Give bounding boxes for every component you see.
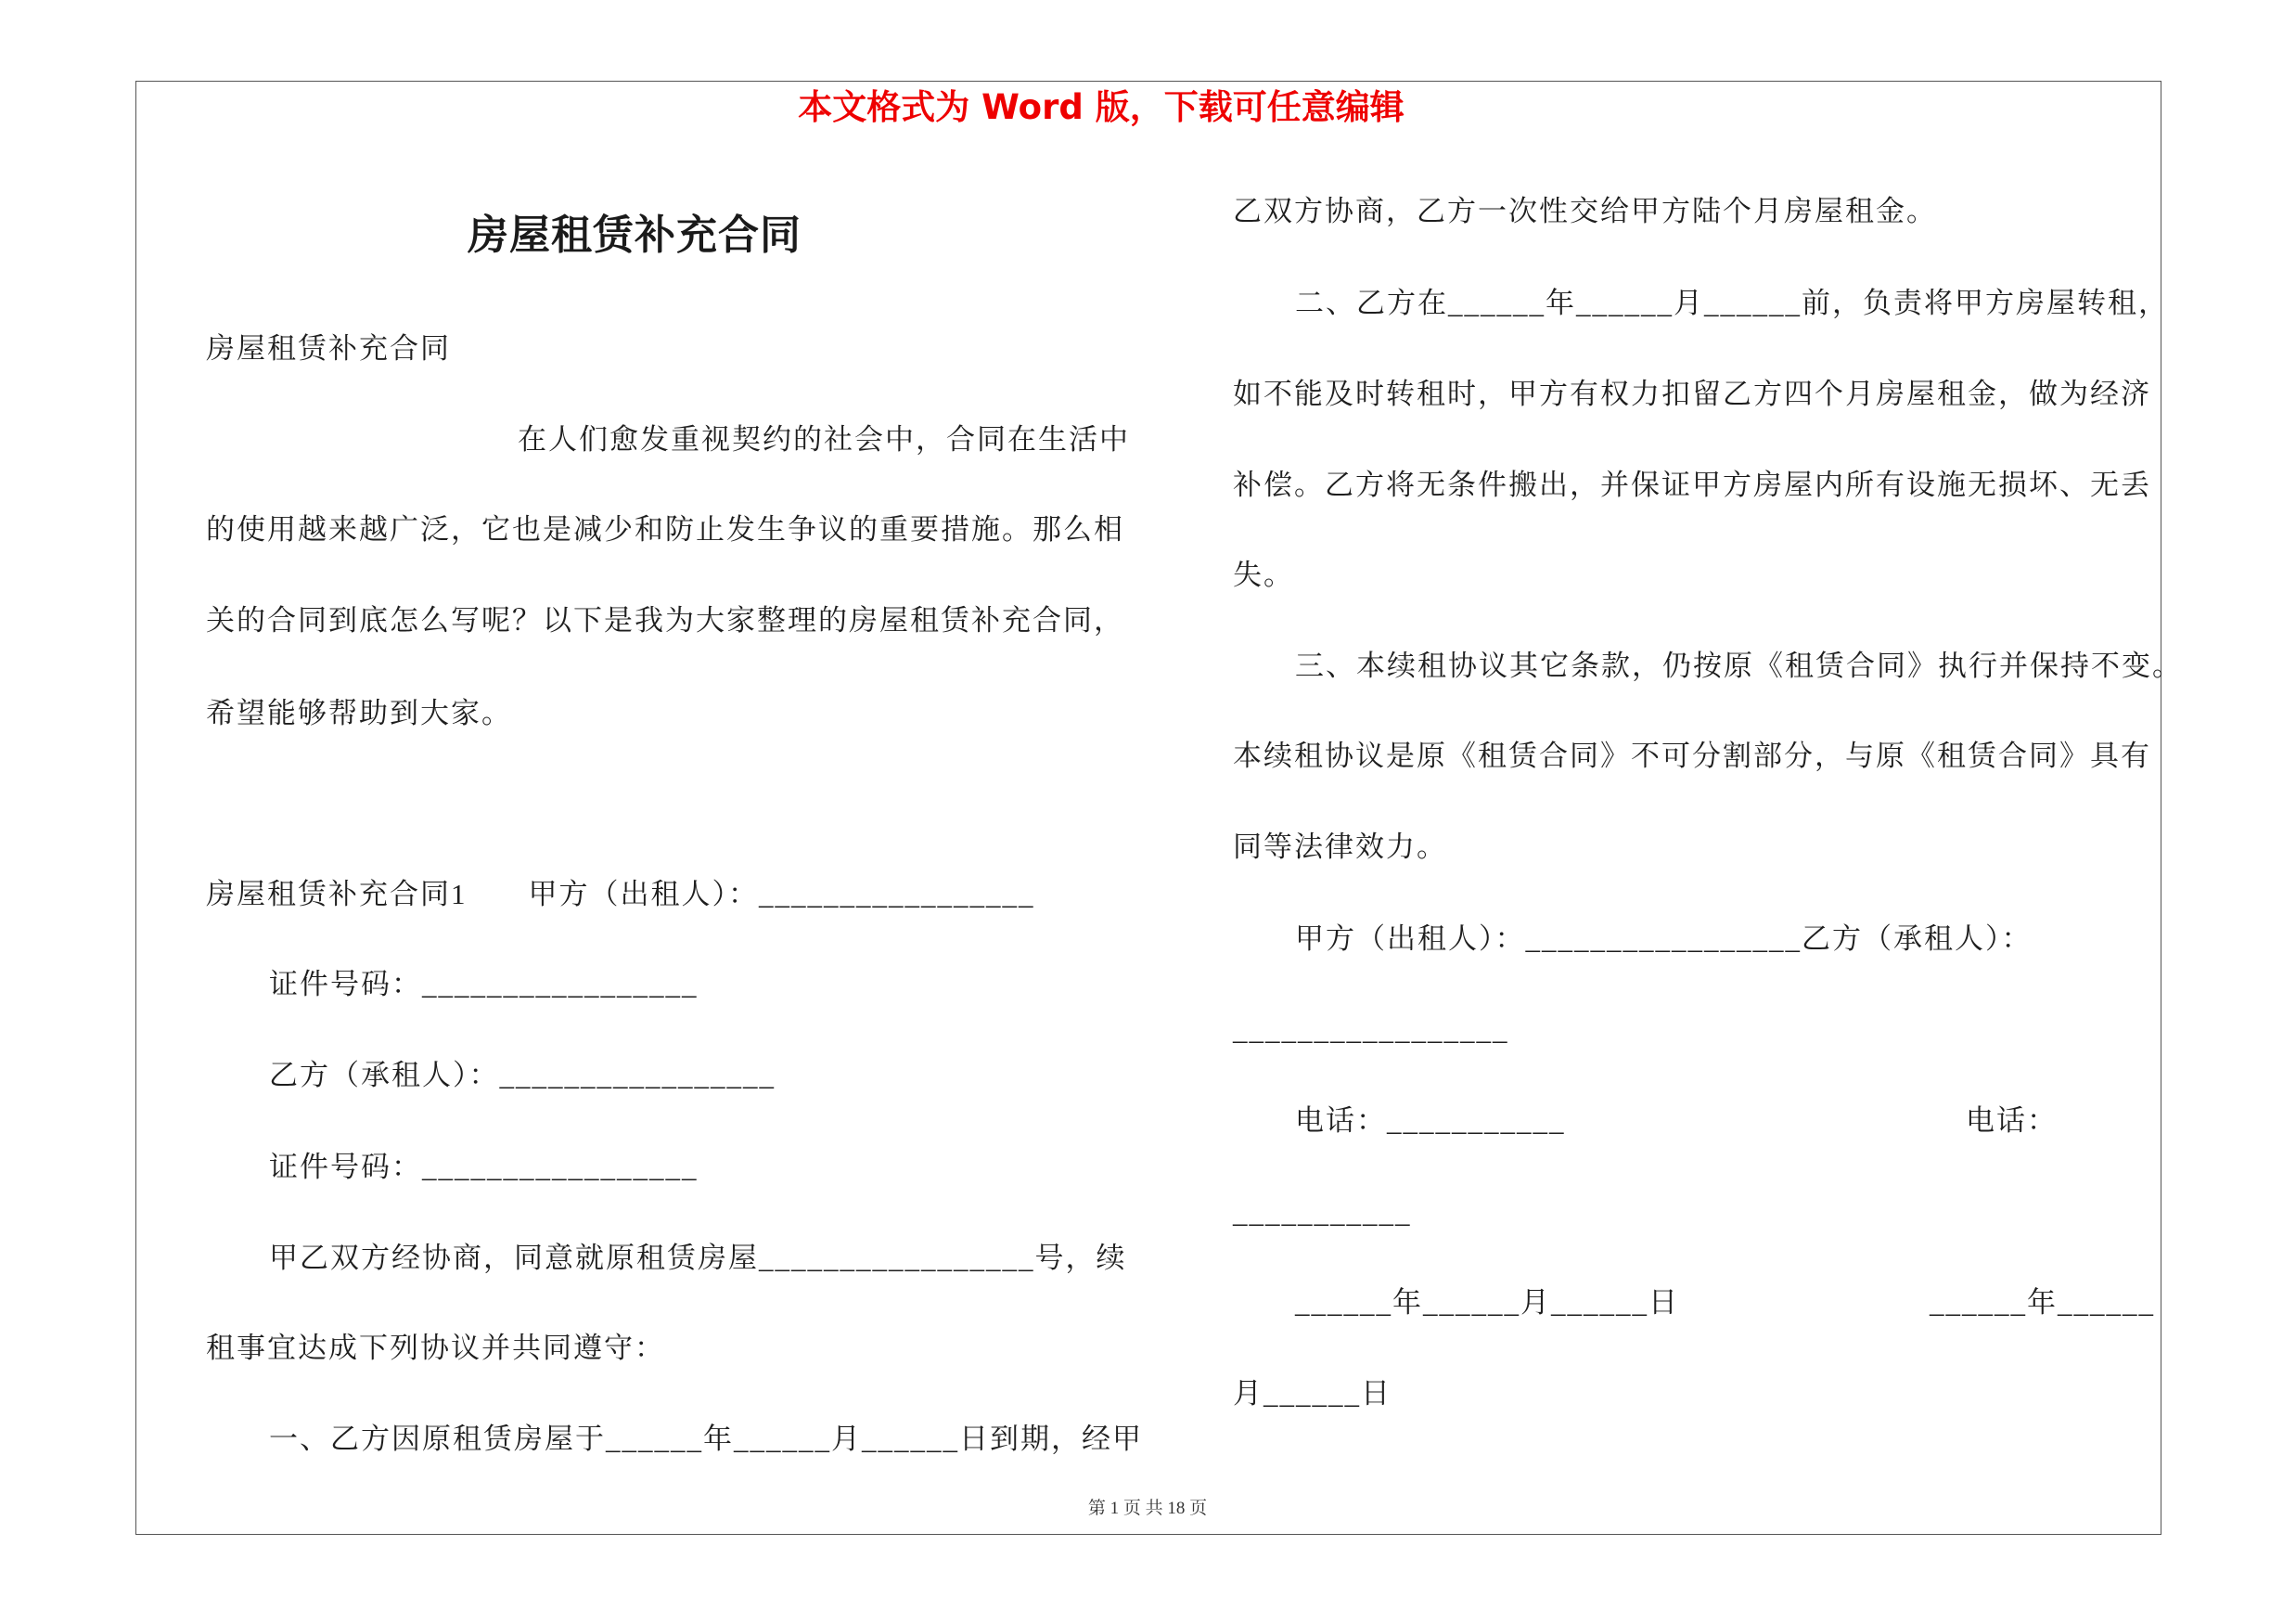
right-line-clause-2-cont-3: 失。 xyxy=(1233,559,1294,591)
right-line-clause-2: 二、乙方在______年______月______前，负责将甲方房屋转租， xyxy=(1295,287,2169,319)
right-line-clause-2-cont-2: 补偿。乙方将无条件搬出，并保证甲方房屋内所有设施无损坏、无丢 xyxy=(1233,469,2151,501)
format-notice-banner: 本文格式为 Word 版，下载可任意编辑 xyxy=(798,87,1405,127)
left-line-intro-4: 希望能够帮助到大家。 xyxy=(206,697,512,729)
right-line-phone-a: 电话：___________ xyxy=(1295,1104,1566,1137)
page-number-footer: 第 1 页 共 18 页 xyxy=(1087,1499,1208,1518)
document-title: 房屋租赁补充合同 xyxy=(468,213,802,258)
left-line-party-a-id: 证件号码：_________________ xyxy=(269,968,699,1000)
left-line-subtitle: 房屋租赁补充合同 xyxy=(206,332,451,365)
left-line-party-b-id: 证件号码：_________________ xyxy=(269,1151,699,1183)
left-line-party-b: 乙方（承租人）：_________________ xyxy=(269,1059,776,1091)
right-line-phone-blank: ___________ xyxy=(1233,1196,1412,1229)
left-line-party-a: 房屋租赁补充合同1 甲方（出租人）：_________________ xyxy=(206,878,1035,910)
left-line-agreement-2: 租事宜达成下列协议并共同遵守： xyxy=(206,1332,665,1364)
left-line-intro-2: 的使用越来越广泛，它也是减少和防止发生争议的重要措施。那么相 xyxy=(206,513,1124,546)
right-line-clause-3-cont-2: 同等法律效力。 xyxy=(1233,831,1447,863)
right-line-date-b-cont: 月______日 xyxy=(1233,1377,1392,1410)
right-line-date-b: ______年______ xyxy=(1930,1286,2155,1319)
right-line-clause-3-cont-1: 本续租协议是原《租赁合同》不可分割部分，与原《租赁合同》具有 xyxy=(1233,740,2151,772)
right-line-clause-2-cont-1: 如不能及时转租时，甲方有权力扣留乙方四个月房屋租金，做为经济 xyxy=(1233,378,2151,410)
left-line-intro-3: 关的合同到底怎么写呢？以下是我为大家整理的房屋租赁补充合同， xyxy=(206,604,1124,637)
left-line-intro-1: 在人们愈发重视契约的社会中，合同在生活中 xyxy=(518,423,1130,456)
right-line-phone-b: 电话： xyxy=(1966,1104,2058,1137)
right-line-clause-3: 三、本续租协议其它条款，仍按原《租赁合同》执行并保持不变。 xyxy=(1295,650,2183,682)
right-line-signature-parties: 甲方（出租人）：_________________乙方（承租人）： xyxy=(1295,922,2033,955)
left-line-clause-1: 一、乙方因原租赁房屋于______年______月______日到期，经甲 xyxy=(269,1423,1143,1455)
right-line-date-a: ______年______月______日 xyxy=(1295,1286,1679,1319)
right-line-signature-blank: _________________ xyxy=(1233,1013,1509,1046)
right-line-clause-1-cont: 乙双方协商，乙方一次性交给甲方陆个月房屋租金。 xyxy=(1233,195,1937,227)
left-line-agreement-1: 甲乙双方经协商，同意就原租赁房屋_________________号，续 xyxy=(269,1242,1127,1274)
